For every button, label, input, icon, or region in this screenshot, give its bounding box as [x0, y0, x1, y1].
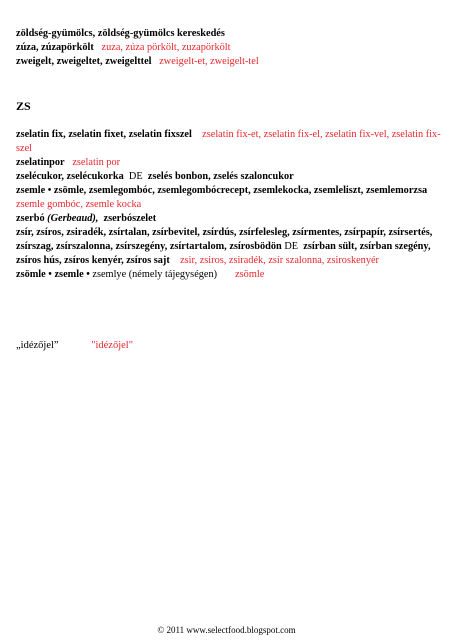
- regional-form: zsemlye (némely tájegységen): [92, 269, 218, 280]
- correct-form: zsemle • zsömle, zsemlegombóc, zsemlegombócrecept, zsemlekocka, zsemleliszt, zsemlemorzsa: [16, 185, 428, 196]
- incorrect-form: zuza, zúza pörkölt, zuzapörkölt: [101, 42, 231, 53]
- correct-form: zsömle • zsemle •: [16, 269, 90, 280]
- correct-form: zserbószelet: [103, 213, 157, 224]
- entry-zselatin-fix: [16, 128, 441, 156]
- entry-zserbo: [16, 212, 441, 226]
- entries-top: [16, 27, 441, 69]
- incorrect-quote: "idézőjel": [91, 340, 133, 351]
- entry-zsemle: [16, 184, 441, 212]
- correct-form: zselatin fix, zselatin fixet, zselatin fixszel: [16, 129, 192, 140]
- correct-form: zsír, zsíros, zsiradék, zsírtalan, zsírbevitel, zsírdús, zsírfelesleg, zsírmentes, zsírpapír, zsírsertés, zsírszag, zsírszalonna, zsírszegény, zsírtartalom, zsírosbödön: [16, 227, 433, 252]
- correct-form: zsírban sült, zsírban szegény, zsíros hús, zsíros kenyér, zsíros sajt: [16, 241, 431, 266]
- correct-quote: „idézőjel”: [16, 340, 59, 351]
- incorrect-form: zsemle gombóc, zsemle kocka: [16, 199, 142, 210]
- origin-note: (Gerbeaud),: [47, 213, 99, 224]
- entry-zoldseg: [16, 27, 441, 41]
- incorrect-form: zweigelt-et, zweigelt-tel: [159, 56, 259, 67]
- entry-zsomle: [16, 268, 441, 282]
- entry-zselatinpor: [16, 156, 441, 170]
- correct-form: zweigelt, zweigeltet, zweigelttel: [16, 56, 152, 67]
- entry-zweigelt: [16, 55, 441, 69]
- incorrect-form: zselatin fix-et, zselatin fix-el, zselatin fix-vel, zselatin fix-szel: [16, 129, 441, 154]
- section-heading-zs: ZS: [16, 99, 31, 113]
- correct-form: zselés bonbon, zselés szaloncukor: [147, 171, 294, 182]
- incorrect-form: zsömle: [235, 269, 265, 280]
- correct-form: zúza, zúzapörkölt: [16, 42, 94, 53]
- entry-zsir: [16, 226, 441, 268]
- correct-form: zserbó: [16, 213, 45, 224]
- incorrect-form: zsir, zsiros, zsiradék, zsír szalonna, zsiroskenyér: [180, 255, 379, 266]
- entry-zselecukor: [16, 170, 441, 184]
- quotation-mark-example: [16, 340, 133, 351]
- entries-zs: [16, 128, 441, 282]
- de-label: DE: [284, 241, 299, 252]
- copyright-footer: © 2011 www.selectfood.blogspot.com: [157, 625, 296, 635]
- de-label: DE: [128, 171, 143, 182]
- correct-form: zselécukor, zselécukorka: [16, 171, 124, 182]
- entry-zuza: [16, 41, 441, 55]
- correct-form: zöldség-gyümölcs, zöldség-gyümölcs kereskedés: [16, 28, 225, 39]
- correct-form: zselatinpor: [16, 157, 65, 168]
- incorrect-form: zselatin por: [72, 157, 121, 168]
